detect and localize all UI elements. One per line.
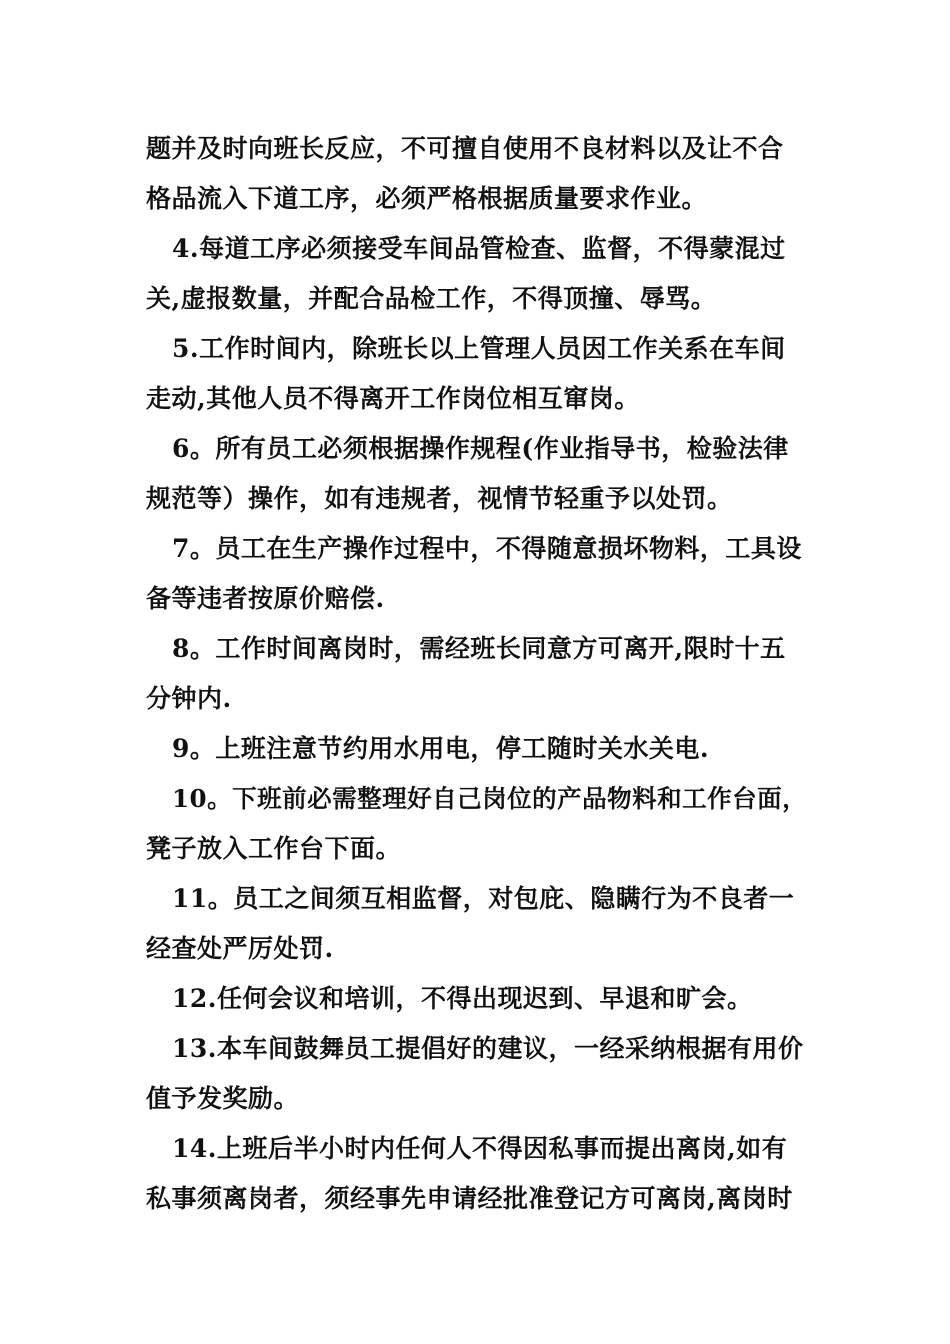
text-line: 8。工作时间离岗时，需经班长同意方可离开,限时十五 [172, 634, 786, 663]
text-line: 7。员工在生产操作过程中，不得随意损坏物料，工具设 [172, 534, 802, 563]
text-line: 经查处严厉处罚. [146, 934, 334, 963]
text-line: 私事须离岗者，须经事先申请经批准登记方可离岗,离岗时 [146, 1184, 793, 1213]
text-line: 凳子放入工作台下面。 [146, 834, 402, 863]
text-line: 题并及时向班长反应，不可擅自使用不良材料以及让不合 [146, 134, 784, 163]
text-line: 14.上班后半小时内任何人不得因私事而提出离岗,如有 [172, 1134, 788, 1163]
text-line: 4.每道工序必须接受车间品管检查、监督，不得蒙混过 [172, 234, 786, 263]
text-line: 9。上班注意节约用水用电，停工随时关水关电. [172, 734, 710, 763]
text-line: 11。员工之间须互相监督，对包庇、隐瞒行为不良者一 [172, 884, 795, 913]
text-line: 5.工作时间内，除班长以上管理人员因工作关系在车间 [172, 334, 786, 363]
text-line: 规范等）操作，如有违规者，视情节轻重予以处罚。 [146, 484, 733, 513]
text-line: 格品流入下道工序，必须严格根据质量要求作业。 [146, 184, 708, 213]
text-line: 值予发奖励。 [146, 1084, 300, 1113]
text-line: 10。下班前必需整理好自己岗位的产品物料和工作台面， [172, 784, 808, 813]
text-line: 13.本车间鼓舞员工提倡好的建议，一经采纳根据有用价 [172, 1034, 804, 1063]
text-line: 走动,其他人员不得离开工作岗位相互窜岗。 [146, 384, 640, 413]
text-line: 关,虚报数量，并配合品检工作，不得顶撞、辱骂。 [146, 284, 717, 313]
text-line: 分钟内. [146, 684, 232, 713]
text-line: 备等违者按原价赔偿. [146, 584, 385, 613]
text-line: 6。所有员工必须根据操作规程(作业指导书，检验法律 [172, 434, 789, 463]
text-line: 12.任何会议和培训，不得出现迟到、早退和旷会。 [172, 984, 753, 1013]
document-body [146, 124, 812, 1224]
